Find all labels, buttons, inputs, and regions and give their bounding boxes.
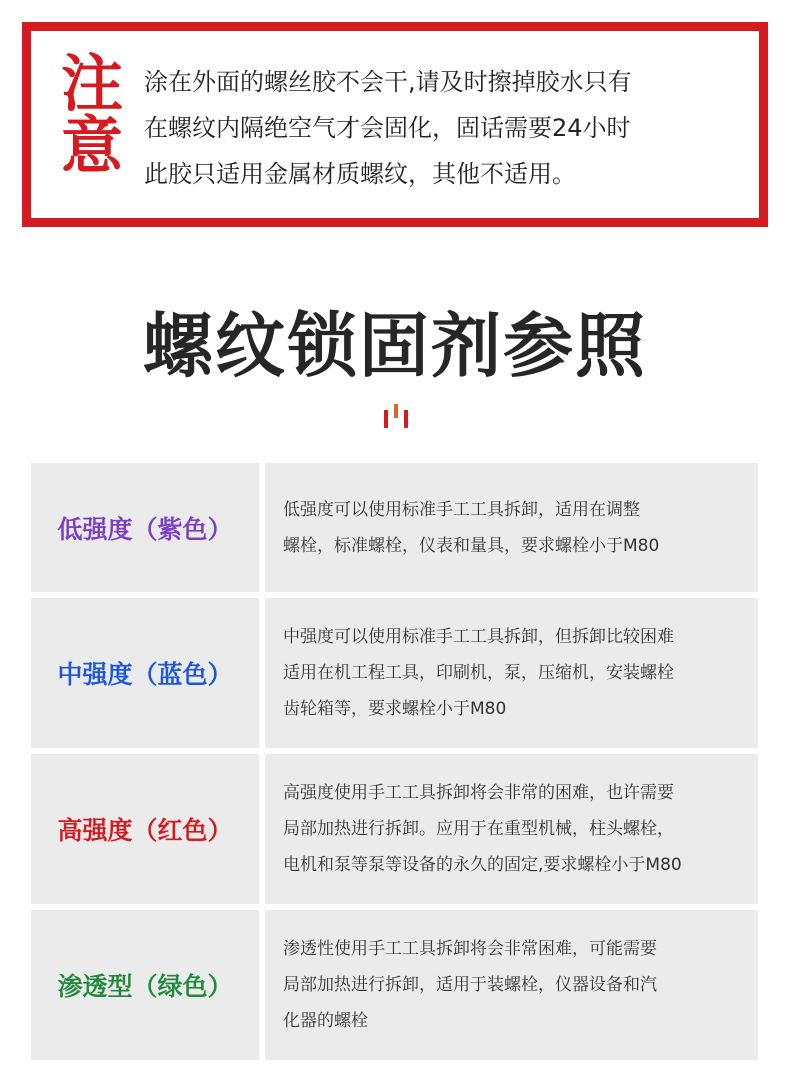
type-cell (31, 598, 259, 748)
description-line: 适用在机工程工具，印刷机，泵，压缩机，安装螺栓 (283, 663, 674, 683)
table-row (31, 463, 758, 592)
description (283, 775, 682, 883)
description-cell (265, 754, 758, 904)
description-cell (265, 463, 758, 592)
description-line: 齿轮箱等，要求螺栓小于M80 (283, 699, 507, 719)
notice-box (22, 22, 768, 227)
page-title: 螺纹锁固剂参照 (143, 305, 647, 387)
description-line: 渗透性使用手工工具拆卸将会非常困难，可能需要 (283, 939, 657, 959)
notice-line: 在螺纹内隔绝空气才会固化，固话需要24小时 (144, 114, 631, 142)
type-cell (31, 463, 259, 592)
description (283, 931, 657, 1039)
table-row (31, 754, 758, 904)
notice-label-char: 注 (60, 47, 123, 120)
description (283, 492, 659, 564)
description-line: 中强度可以使用标准手工工具拆卸，但拆卸比较困难 (283, 627, 674, 647)
notice-line: 涂在外面的螺丝胶不会干,请及时擦掉胶水只有 (144, 68, 632, 96)
description-line: 化器的螺栓 (283, 1011, 368, 1031)
type-cell (31, 910, 259, 1060)
description-line: 高强度使用手工工具拆卸将会非常的困难，也许需要 (283, 783, 674, 803)
description-line: 低强度可以使用标准手工工具拆卸，适用在调整 (283, 499, 640, 520)
notice-line: 此胶只适用金属材质螺纹，其他不适用。 (144, 160, 576, 188)
description-line: 局部加热进行拆卸。应用于在重型机械，柱头螺栓， (283, 819, 674, 839)
table-row (31, 598, 758, 748)
table-row (31, 910, 758, 1060)
description-line: 螺栓，标准螺栓，仪表和量具，要求螺栓小于M80 (283, 535, 660, 556)
type-label: 渗透型（绿色） (57, 972, 233, 1001)
notice-label (52, 47, 132, 182)
notice-label-char: 意 (60, 109, 123, 182)
type-label: 高强度（红色） (57, 816, 233, 845)
description-cell (265, 910, 758, 1060)
strength-table (31, 463, 758, 1066)
type-cell (31, 754, 259, 904)
type-label: 低强度（紫色） (57, 514, 233, 544)
type-label: 中强度（蓝色） (57, 660, 233, 689)
notice-text (144, 59, 753, 197)
description-line: 局部加热进行拆卸，适用于装螺栓，仪器设备和汽 (283, 975, 657, 995)
description-line: 电机和泵等泵等设备的永久的固定,要求螺栓小于M80 (283, 855, 682, 875)
description-cell (265, 598, 758, 748)
description (283, 619, 674, 727)
notice-inner (31, 31, 759, 218)
triple-bar-divider-icon (383, 404, 409, 428)
